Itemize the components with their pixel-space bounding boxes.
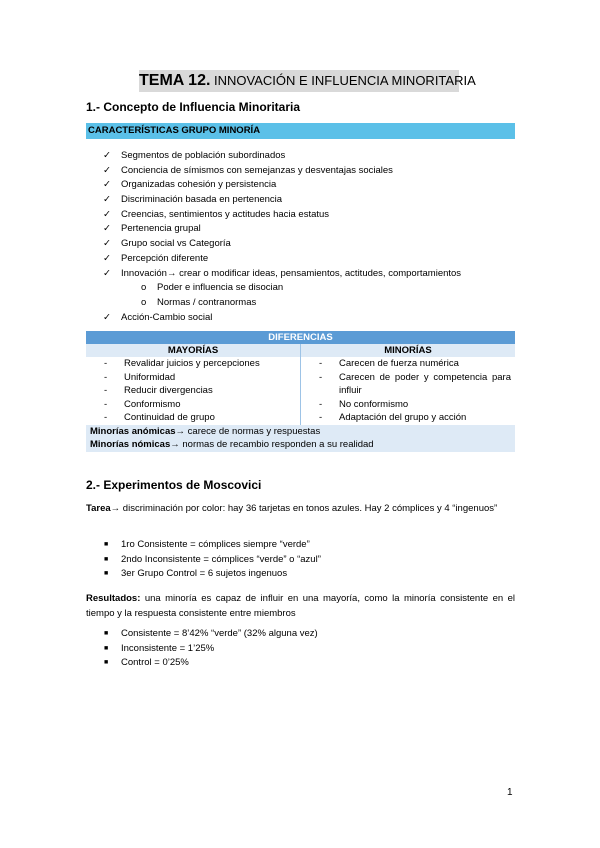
- results-list: [104, 627, 318, 671]
- check-icon: ✓: [103, 238, 111, 250]
- check-icon: ✓: [103, 252, 111, 264]
- list-item: - Adaptación del grupo y acción: [319, 412, 467, 423]
- list-item: ■ Inconsistente = 1’25%: [104, 642, 318, 657]
- page-number: 1: [507, 787, 513, 798]
- check-icon: ✓: [103, 311, 111, 323]
- page-title: [139, 70, 476, 92]
- section2-heading: 2.- Experimentos de Moscovici: [86, 478, 262, 492]
- circle-bullet-icon: o: [141, 282, 147, 294]
- list-item: - Continuidad de grupo: [104, 412, 215, 423]
- col-mayorias-header: MAYORÍAS: [86, 344, 301, 357]
- title-tema: TEMA 12.: [139, 72, 211, 89]
- list-item: ✓ Percepción diferente: [103, 252, 461, 267]
- list-item: - Carecen de fuerza numérica: [319, 358, 459, 369]
- characteristics-list: [103, 149, 461, 325]
- minorias-cell: [301, 357, 516, 425]
- differences-table: [86, 331, 515, 452]
- list-item: - Reducir divergencias: [104, 385, 213, 396]
- square-bullet-icon: ■: [104, 659, 109, 666]
- list-item: - Revalidar juicios y percepciones: [104, 358, 260, 369]
- square-bullet-icon: ■: [104, 541, 109, 548]
- square-bullet-icon: ■: [104, 570, 109, 577]
- characteristics-bar: CARACTERÍSTICAS GRUPO MINORÍA: [86, 123, 515, 139]
- list-item: ■ 1ro Consistente = cómplices siempre “verde”: [104, 538, 321, 553]
- list-item: ■ 3er Grupo Control = 6 sujetos ingenuos: [104, 567, 321, 582]
- list-item: ✓ Segmentos de población subordinados: [103, 149, 461, 164]
- table-header: DIFERENCIAS: [86, 331, 515, 344]
- check-icon: ✓: [103, 223, 111, 235]
- square-bullet-icon: ■: [104, 644, 109, 652]
- resultados-paragraph: Resultados: una minoría es capaz de influir en una mayoría, como la minoría consistente en el tiempo y la respuesta consistente entre miembros: [86, 593, 515, 619]
- check-icon: ✓: [103, 208, 111, 220]
- check-icon: ✓: [103, 267, 111, 279]
- list-item: ✓ Discriminación basada en pertenencia: [103, 193, 461, 208]
- col-minorias-header: MINORÍAS: [301, 344, 516, 357]
- sub-item: o Normas / contranormas: [103, 296, 461, 311]
- list-item: ■ 2ndo Inconsistente = cómplices “verde” o “azul”: [104, 553, 321, 568]
- circle-bullet-icon: o: [141, 296, 147, 308]
- check-icon: ✓: [103, 194, 111, 206]
- check-icon: ✓: [103, 150, 111, 161]
- square-bullet-icon: ■: [104, 555, 109, 563]
- list-item: ✓ Pertenencia grupal: [103, 222, 461, 237]
- title-rest: INNOVACIÓN E INFLUENCIA MINORITARIA: [210, 73, 476, 88]
- list-item: ✓ Acción-Cambio social: [103, 311, 461, 326]
- list-item: - Conformismo: [104, 398, 181, 410]
- tarea-paragraph: Tarea→ discriminación por color: hay 36 tarjetas en tonos azules. Hay 2 cómplices y 4 “ingenuos”: [86, 503, 498, 514]
- list-item: ✓ Creencias, sentimientos y actitudes hacia estatus: [103, 208, 461, 223]
- sub-item: o Poder e influencia se disocian: [103, 281, 461, 296]
- check-icon: ✓: [103, 179, 111, 191]
- list-item: ✓ Conciencia de símismos con semejanzas y desventajas sociales: [103, 164, 461, 179]
- check-icon: ✓: [103, 164, 111, 176]
- list-item: ✓ Organizadas cohesión y persistencia: [103, 178, 461, 193]
- list-item: ■ Control = 0’25%: [104, 656, 318, 671]
- table-footer: Minorías anómicas→ carece de normas y respuestas Minorías nómicas→ normas de recambio responden a su realidad: [86, 425, 515, 452]
- list-item: - No conformismo: [319, 398, 409, 410]
- list-item: ■ Consistente = 8’42% “verde” (32% alguna vez): [104, 627, 318, 642]
- groups-list: [104, 538, 321, 582]
- section1-heading: 1.- Concepto de Influencia Minoritaria: [86, 100, 301, 114]
- list-item: - Uniformidad: [104, 371, 176, 383]
- list-item: - Carecen de poder y competencia para influir: [319, 371, 511, 396]
- list-item: ✓ Grupo social vs Categoría: [103, 237, 461, 252]
- list-item: ✓ Innovación→ crear o modificar ideas, pensamientos, actitudes, comportamientos: [103, 267, 461, 282]
- mayorias-cell: [86, 357, 301, 425]
- square-bullet-icon: ■: [104, 630, 109, 637]
